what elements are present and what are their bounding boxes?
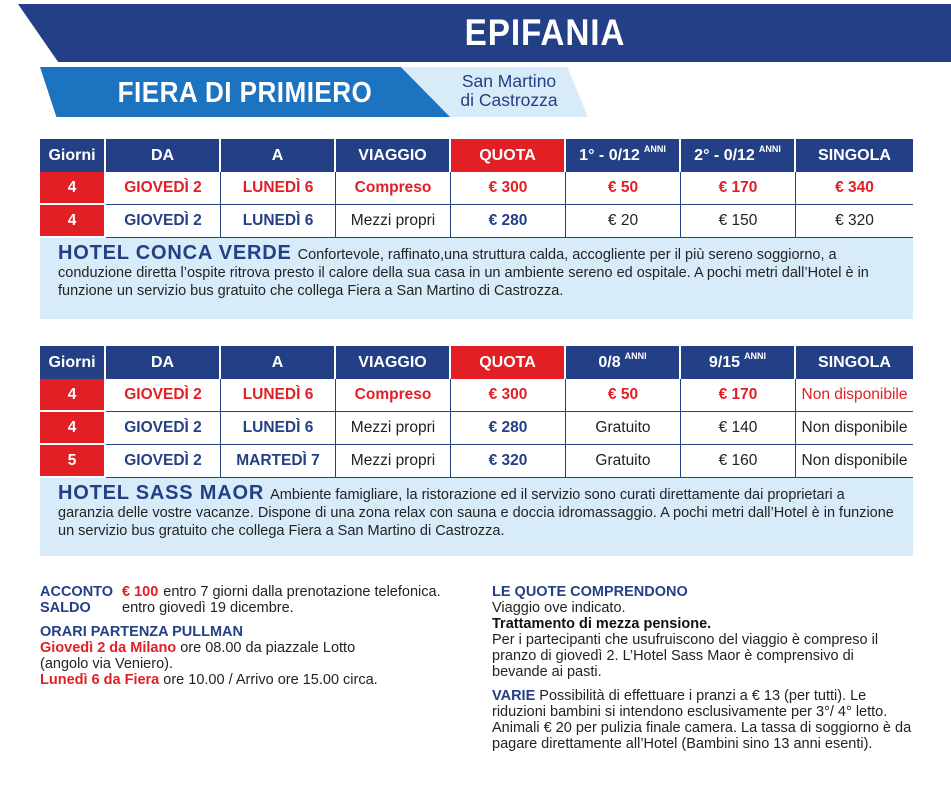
saldo-line xyxy=(40,600,470,616)
cell-viaggio: Mezzi propri xyxy=(336,205,451,238)
cell-da: GIOVEDÌ 2 xyxy=(106,379,221,412)
cell-viaggio: Compreso xyxy=(336,172,451,205)
saldo-label: SALDO xyxy=(40,600,91,616)
cell-singola: Non disponibile xyxy=(796,412,913,445)
place-line-1: San Martino xyxy=(461,71,557,91)
cell-child-2: € 160 xyxy=(681,445,796,478)
header-singola: SINGOLA xyxy=(796,346,913,379)
payment-info xyxy=(40,584,470,688)
cell-child-2: € 170 xyxy=(681,379,796,412)
table-header-row xyxy=(40,346,913,379)
quote-line-2: Trattamento di mezza pensione. xyxy=(492,616,712,632)
cell-a: LUNEDÌ 6 xyxy=(221,205,336,238)
cell-a: MARTEDÌ 7 xyxy=(221,445,336,478)
cell-giorni: 5 xyxy=(40,445,106,478)
cell-giorni: 4 xyxy=(40,205,106,238)
cell-giorni: 4 xyxy=(40,172,106,205)
cell-singola: Non disponibile xyxy=(796,445,913,478)
cell-singola: € 340 xyxy=(796,172,913,205)
header-a: A xyxy=(221,139,336,172)
header-child-2: 9/15 ANNI xyxy=(681,346,796,379)
hotel-name: HOTEL CONCA VERDE xyxy=(58,242,292,264)
cell-child-1: € 20 xyxy=(566,205,681,238)
cell-child-2: € 140 xyxy=(681,412,796,445)
varie-block: VARIE Possibilità di effettuare i pranzi a € 13 (per tutti). Le riduzioni bambini si intendono esclusivamente per 3°/ 4° letto. Animali € 20 per pulizia finale camera. La tassa di soggiorno è da pagare direttamente all’Hotel (Bambini sino 13 anni esenti). xyxy=(492,688,912,752)
cell-quota: € 280 xyxy=(451,412,566,445)
orari-line-1b: (angolo via Veniero). xyxy=(40,656,173,672)
orari-line-1: Giovedì 2 da Milano ore 08.00 da piazzale Lotto xyxy=(40,640,356,656)
saldo-text: entro giovedì 19 dicembre. xyxy=(122,600,294,616)
cell-giorni: 4 xyxy=(40,412,106,445)
table-row xyxy=(40,205,913,238)
cell-viaggio: Compreso xyxy=(336,379,451,412)
cell-child-1: Gratuito xyxy=(566,412,681,445)
cell-singola: Non disponibile xyxy=(796,379,913,412)
cell-viaggio: Mezzi propri xyxy=(336,445,451,478)
cell-child-1: € 50 xyxy=(566,379,681,412)
hotel-text: Ambiente famigliare, la ristorazione ed il servizio sono curati direttamente dai proprietari a garanzia delle vostre vacanze. Dispone di una zona relax con sauna e doccia idromassaggio. A pochi metri dall’Hotel è in funzione un servizio bus gratuito che collega Fiera a San Martino di Castrozza. xyxy=(58,487,894,539)
orari-line-2: Lunedì 6 da Fiera ore 10.00 / Arrivo ore 15.00 circa. xyxy=(40,672,378,688)
orari-title: ORARI PARTENZA PULLMAN xyxy=(40,624,243,640)
acconto-amount: € 100 xyxy=(122,584,159,600)
cell-quota: € 280 xyxy=(451,205,566,238)
price-table-conca-verde xyxy=(40,139,913,319)
hotel-description xyxy=(40,478,913,556)
cell-da: GIOVEDÌ 2 xyxy=(106,412,221,445)
header-a: A xyxy=(221,346,336,379)
acconto-text: entro 7 giorni dalla prenotazione telefonica. xyxy=(163,584,441,600)
hotel-name: HOTEL SASS MAOR xyxy=(58,482,265,504)
header-child-1: 1° - 0/12 ANNI xyxy=(566,139,681,172)
cell-a: LUNEDÌ 6 xyxy=(221,172,336,205)
cell-da: GIOVEDÌ 2 xyxy=(106,172,221,205)
page-title: EPIFANIA xyxy=(464,12,626,53)
cell-quota: € 300 xyxy=(451,172,566,205)
cell-child-2: € 150 xyxy=(681,205,796,238)
cell-quota: € 320 xyxy=(451,445,566,478)
header-viaggio: VIAGGIO xyxy=(336,139,451,172)
cell-child-1: € 50 xyxy=(566,172,681,205)
cell-giorni: 4 xyxy=(40,379,106,412)
header-quota: QUOTA xyxy=(451,346,566,379)
quote-line-1: Viaggio ove indicato. xyxy=(492,600,626,616)
header-child-2: 2° - 0/12 ANNI xyxy=(681,139,796,172)
place-line-2: di Castrozza xyxy=(460,90,558,110)
cell-viaggio: Mezzi propri xyxy=(336,412,451,445)
header-giorni: Giorni xyxy=(40,139,106,172)
subtitle: FIERA DI PRIMIERO xyxy=(117,77,373,109)
cell-a: LUNEDÌ 6 xyxy=(221,379,336,412)
quote-title: LE QUOTE COMPRENDONO xyxy=(492,584,688,600)
quote-line-3: Per i partecipanti che usufruiscono del viaggio è compreso il pranzo di giovedì 2. L’Hotel Sass Maor è comprensivo di bevande ai pasti. xyxy=(492,632,879,680)
cell-quota: € 300 xyxy=(451,379,566,412)
table-row xyxy=(40,172,913,205)
header-giorni: Giorni xyxy=(40,346,106,379)
header-quota: QUOTA xyxy=(451,139,566,172)
hotel-text: Confortevole, raffinato,una struttura calda, accogliente per il più sereno soggiorno, a conduzione diretta l’ospite ritrova presto il calore della sua casa in un ambiente sereno ed ospitale. A pochi metri dall’Hotel è in funzione un servizio bus gratuito che collega Fiera a San Martino di Castrozza. xyxy=(58,247,869,299)
cell-da: GIOVEDÌ 2 xyxy=(106,205,221,238)
table-row xyxy=(40,445,913,478)
cell-a: LUNEDÌ 6 xyxy=(221,412,336,445)
price-table-sass-maor xyxy=(40,346,913,556)
header-viaggio: VIAGGIO xyxy=(336,346,451,379)
header-da: DA xyxy=(106,346,221,379)
place-name xyxy=(444,72,574,110)
acconto-label: ACCONTO xyxy=(40,584,114,600)
cell-child-2: € 170 xyxy=(681,172,796,205)
cell-child-1: Gratuito xyxy=(566,445,681,478)
header-singola: SINGOLA xyxy=(796,139,913,172)
included-info xyxy=(492,584,912,752)
hotel-description xyxy=(40,238,913,319)
cell-da: GIOVEDÌ 2 xyxy=(106,445,221,478)
cell-singola: € 320 xyxy=(796,205,913,238)
table-row xyxy=(40,412,913,445)
header-child-1: 0/8 ANNI xyxy=(566,346,681,379)
table-row xyxy=(40,379,913,412)
table-header-row xyxy=(40,139,913,172)
acconto-line xyxy=(40,584,470,600)
header-da: DA xyxy=(106,139,221,172)
